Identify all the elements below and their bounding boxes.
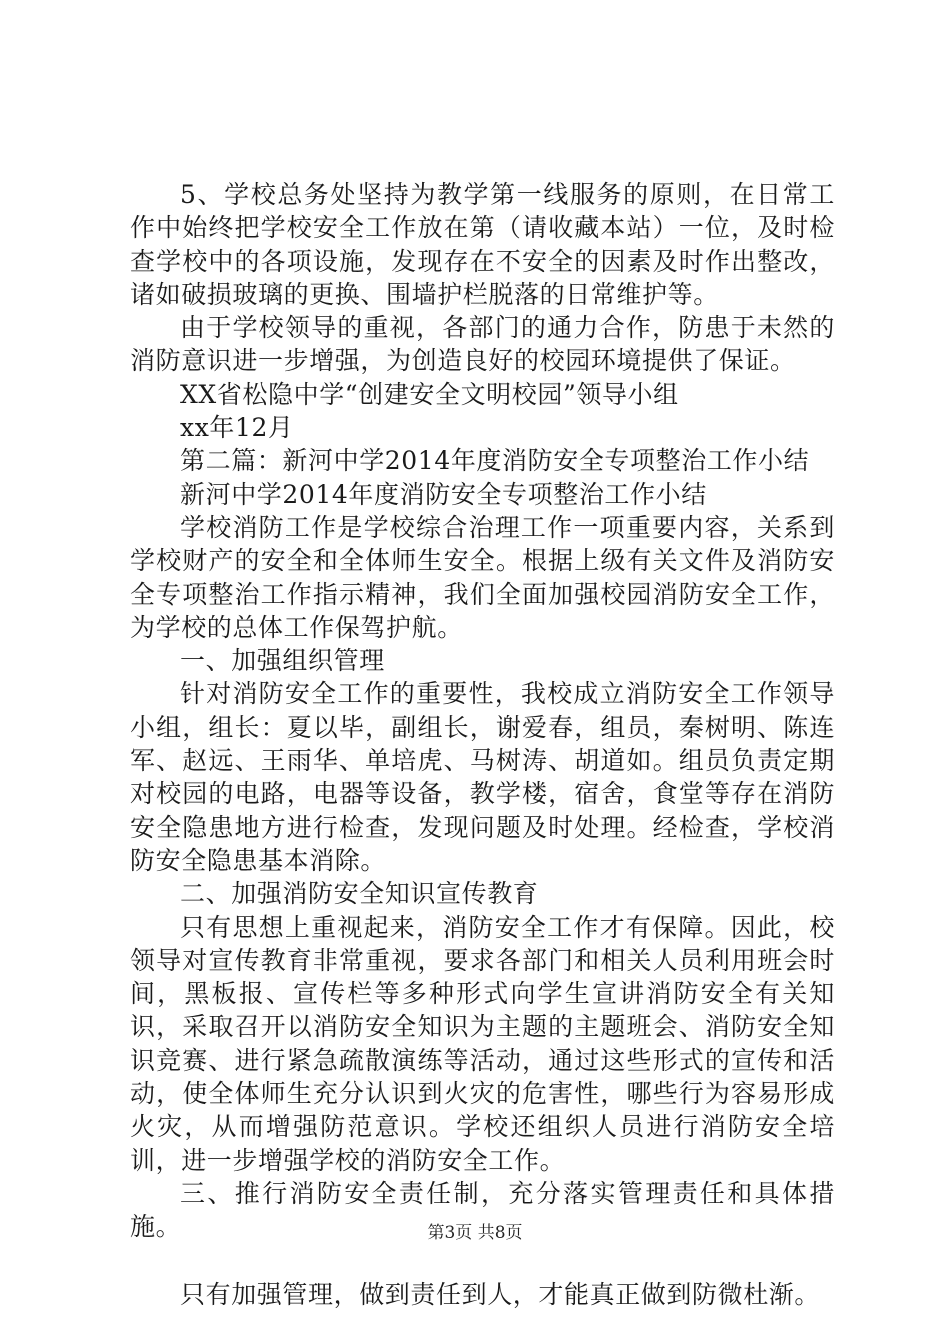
- section-title: 第二篇：新河中学2014年度消防安全专项整治工作小结: [180, 446, 810, 476]
- heading-3: 三、推行消防安全责任制，充分落实管理责任和具体措施。: [130, 1178, 835, 1242]
- paragraph: 只有加强管理，做到责任到人，才能真正做到防微杜渐。: [180, 1279, 821, 1309]
- paragraph: 只有思想上重视起来，消防安全工作才有保障。因此，校领导对宣传教育非常重视，要求各部门和相关人员利用班会时间，黑板报、宣传栏等多种形式向学生宣讲消防安全有关知识，采取召开以消防安全知识为主题的主题班会、消防安全知识竞赛、进行紧急疏散演练等活动，通过这些形式的宣传和活动，使全体师生充分认识到火灾的危害性，哪些行为容易形成火灾，从而增强防范意识。学校还组织人员进行消防安全培训，进一步增强学校的消防安全工作。: [130, 912, 835, 1175]
- page-footer: 第3页 共8页: [427, 1223, 523, 1243]
- document-body: [130, 178, 835, 1311]
- heading-2: 二、加强消防安全知识宣传教育: [180, 879, 539, 909]
- paragraph: 5、学校总务处坚持为教学第一线服务的原则，在日常工作中始终把学校安全工作放在第（请收藏本站）一位，及时检查学校中的各项设施，发现存在不安全的因素及时作出整改，诸如破损玻璃的更换、围墙护栏脱落的日常维护等。: [130, 180, 835, 309]
- paragraph: 由于学校领导的重视，各部门的通力合作，防患于未然的消防意识进一步增强，为创造良好的校园环境提供了保证。: [130, 313, 835, 376]
- document-title: 新河中学2014年度消防安全专项整治工作小结: [180, 479, 707, 509]
- heading-1: 一、加强组织管理: [180, 646, 385, 676]
- paragraph: 针对消防安全工作的重要性，我校成立消防安全工作领导小组，组长：夏以毕，副组长，谢爱春，组员，秦树明、陈连军、赵远、王雨华、单培虎、马树涛、胡道如。组员负责定期对校园的电路，电器等设备，教学楼，宿舍，食堂等存在消防安全隐患地方进行检查，发现问题及时处理。经检查，学校消防安全隐患基本消除。: [130, 679, 835, 875]
- date-line: xx年12月: [180, 413, 294, 443]
- paragraph: 学校消防工作是学校综合治理工作一项重要内容，关系到学校财产的安全和全体师生安全。根据上级有关文件及消防安全专项整治工作指示精神，我们全面加强校园消防安全工作，为学校的总体工作保驾护航。: [130, 512, 835, 642]
- signature-line: XX省松隐中学“创建安全文明校园”领导小组: [180, 379, 679, 409]
